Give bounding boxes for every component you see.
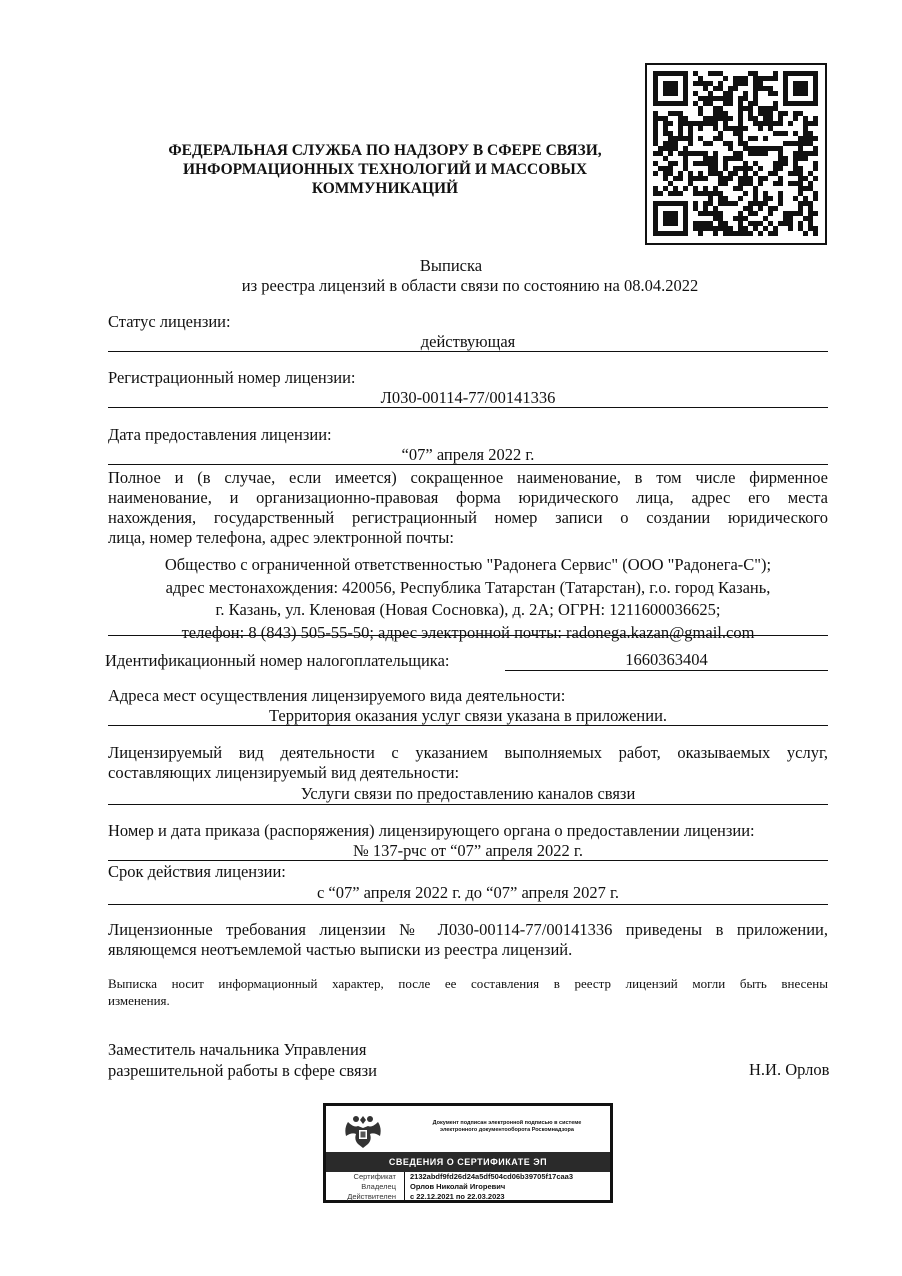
signatory-name: Н.И. Орлов <box>749 1060 830 1079</box>
stamp-row-owner <box>326 1182 610 1192</box>
stamp-note-line: электронного документооборота Роскомнадзора <box>440 1127 574 1133</box>
document-subtitle: из реестра лицензий в области связи по состоянию на 08.04.2022 <box>241 276 699 295</box>
reg-number-label: Регистрационный номер лицензии: <box>108 368 356 387</box>
disclaimer-text <box>108 975 828 1009</box>
address-label: Адреса мест осуществления лицензируемого вида деятельности: <box>108 686 566 705</box>
stamp-note <box>412 1120 602 1134</box>
activity-value: Услуги связи по предоставлению каналов связи <box>300 784 636 803</box>
full-name-rule <box>108 635 828 636</box>
agency-header <box>140 141 630 198</box>
owner-label: Владелец <box>361 1182 396 1191</box>
reg-number-rule <box>108 407 828 408</box>
signatory-position <box>108 1039 377 1081</box>
stamp-row-validity <box>326 1192 610 1202</box>
coat-of-arms-icon <box>340 1110 386 1150</box>
signatory-position-line: разрешительной работы в сфере связи <box>108 1061 377 1080</box>
status-label: Статус лицензии: <box>108 312 231 331</box>
term-value: с “07” апреля 2022 г. до “07” апреля 2027 г. <box>316 883 620 902</box>
address-rule <box>108 725 828 726</box>
requirements-text <box>108 920 828 960</box>
full-name-value-line: Общество с ограниченной ответственностью "Радонега Сервис" (ООО "Радонега-С"); <box>164 555 772 574</box>
date-label: Дата предоставления лицензии: <box>108 425 332 444</box>
full-name-value-line: г. Казань, ул. Кленовая (Новая Сосновка), д. 2А; ОГРН: 1211600036625; <box>215 600 721 619</box>
qr-finder <box>663 211 678 226</box>
requirements-line: являющемся неотъемлемой частью выписки из реестра лицензий. <box>108 940 573 959</box>
inn-rule <box>505 670 828 671</box>
address-value: Территория оказания услуг связи указана в приложении. <box>268 706 668 725</box>
activity-rule <box>108 804 828 805</box>
e-signature-stamp <box>323 1103 613 1203</box>
order-rule <box>108 860 828 861</box>
signatory-position-line: Заместитель начальника Управления <box>108 1040 367 1059</box>
certificate-value: 2132abdf9fd26d24a5df504cd06b39705f17caa3 <box>410 1172 574 1181</box>
status-value: действующая <box>420 332 516 351</box>
date-rule <box>108 464 828 465</box>
full-name-label <box>108 468 828 548</box>
requirements-line: Лицензионные требования лицензии № Л030-00114-77/00141336 приведены в приложении, <box>108 920 828 939</box>
full-name-label-line: наименование, и организационно-правовая форма юридического лица, адрес его места <box>108 488 828 507</box>
activity-label <box>108 743 828 783</box>
full-name-label-line: Полное и (в случае, если имеется) сокращенное наименование, в том числе фирменное <box>108 468 828 487</box>
validity-label: Действителен <box>347 1192 396 1201</box>
disclaimer-line: Выписка носит информационный характер, после ее составления в реестр лицензий могли быть внесены <box>108 976 828 991</box>
inn-value: 1660363404 <box>625 650 708 669</box>
inn-label: Идентификационный номер налогоплательщика: <box>105 651 450 670</box>
certificate-label: Сертификат <box>353 1172 396 1181</box>
date-value: “07” апреля 2022 г. <box>401 445 535 464</box>
qr-finder <box>663 81 678 96</box>
term-rule <box>108 904 828 905</box>
stamp-header-bar: СВЕДЕНИЯ О СЕРТИФИКАТЕ ЭП <box>326 1152 610 1172</box>
agency-line-3: КОММУНИКАЦИЙ <box>311 180 459 197</box>
stamp-note-line: Документ подписан электронной подписью в системе <box>432 1120 582 1126</box>
activity-label-line: Лицензируемый вид деятельности с указанием выполняемых работ, оказываемых услуг, <box>108 743 828 762</box>
full-name-label-line: нахождения, государственный регистрационный номер записи о создании юридического <box>108 508 828 527</box>
full-name-value <box>108 554 828 644</box>
term-label: Срок действия лицензии: <box>108 862 286 881</box>
document-title: Выписка <box>419 256 483 275</box>
stamp-head <box>326 1106 610 1152</box>
full-name-value-line: телефон: 8 (843) 505-55-50; адрес электронной почты: radonega.kazan@gmail.com <box>181 622 755 642</box>
validity-value: с 22.12.2021 по 22.03.2023 <box>410 1192 505 1201</box>
agency-line-1: ФЕДЕРАЛЬНАЯ СЛУЖБА ПО НАДЗОРУ В СФЕРЕ СВЯЗИ, <box>168 142 602 159</box>
stamp-row-certificate <box>326 1172 610 1182</box>
qr-code-icon <box>647 65 825 243</box>
status-rule <box>108 351 828 352</box>
order-value: № 137-рчс от “07” апреля 2022 г. <box>353 841 583 860</box>
agency-line-2: ИНФОРМАЦИОННЫХ ТЕХНОЛОГИЙ И МАССОВЫХ <box>182 161 588 178</box>
full-name-value-line: адрес местонахождения: 420056, Республика Татарстан (Татарстан), г.о. город Казань, <box>165 577 771 597</box>
reg-number-value: Л030-00114-77/00141336 <box>380 388 556 407</box>
disclaimer-line: изменения. <box>108 993 170 1008</box>
activity-label-line: составляющих лицензируемый вид деятельности: <box>108 763 460 782</box>
order-label: Номер и дата приказа (распоряжения) лицензирующего органа о предоставлении лицензии: <box>108 821 755 840</box>
qr-finder <box>793 81 808 96</box>
qr-code <box>645 63 827 245</box>
owner-value: Орлов Николай Игоревич <box>410 1182 506 1191</box>
full-name-label-line: лица, номер телефона, адрес электронной почты: <box>108 528 454 547</box>
